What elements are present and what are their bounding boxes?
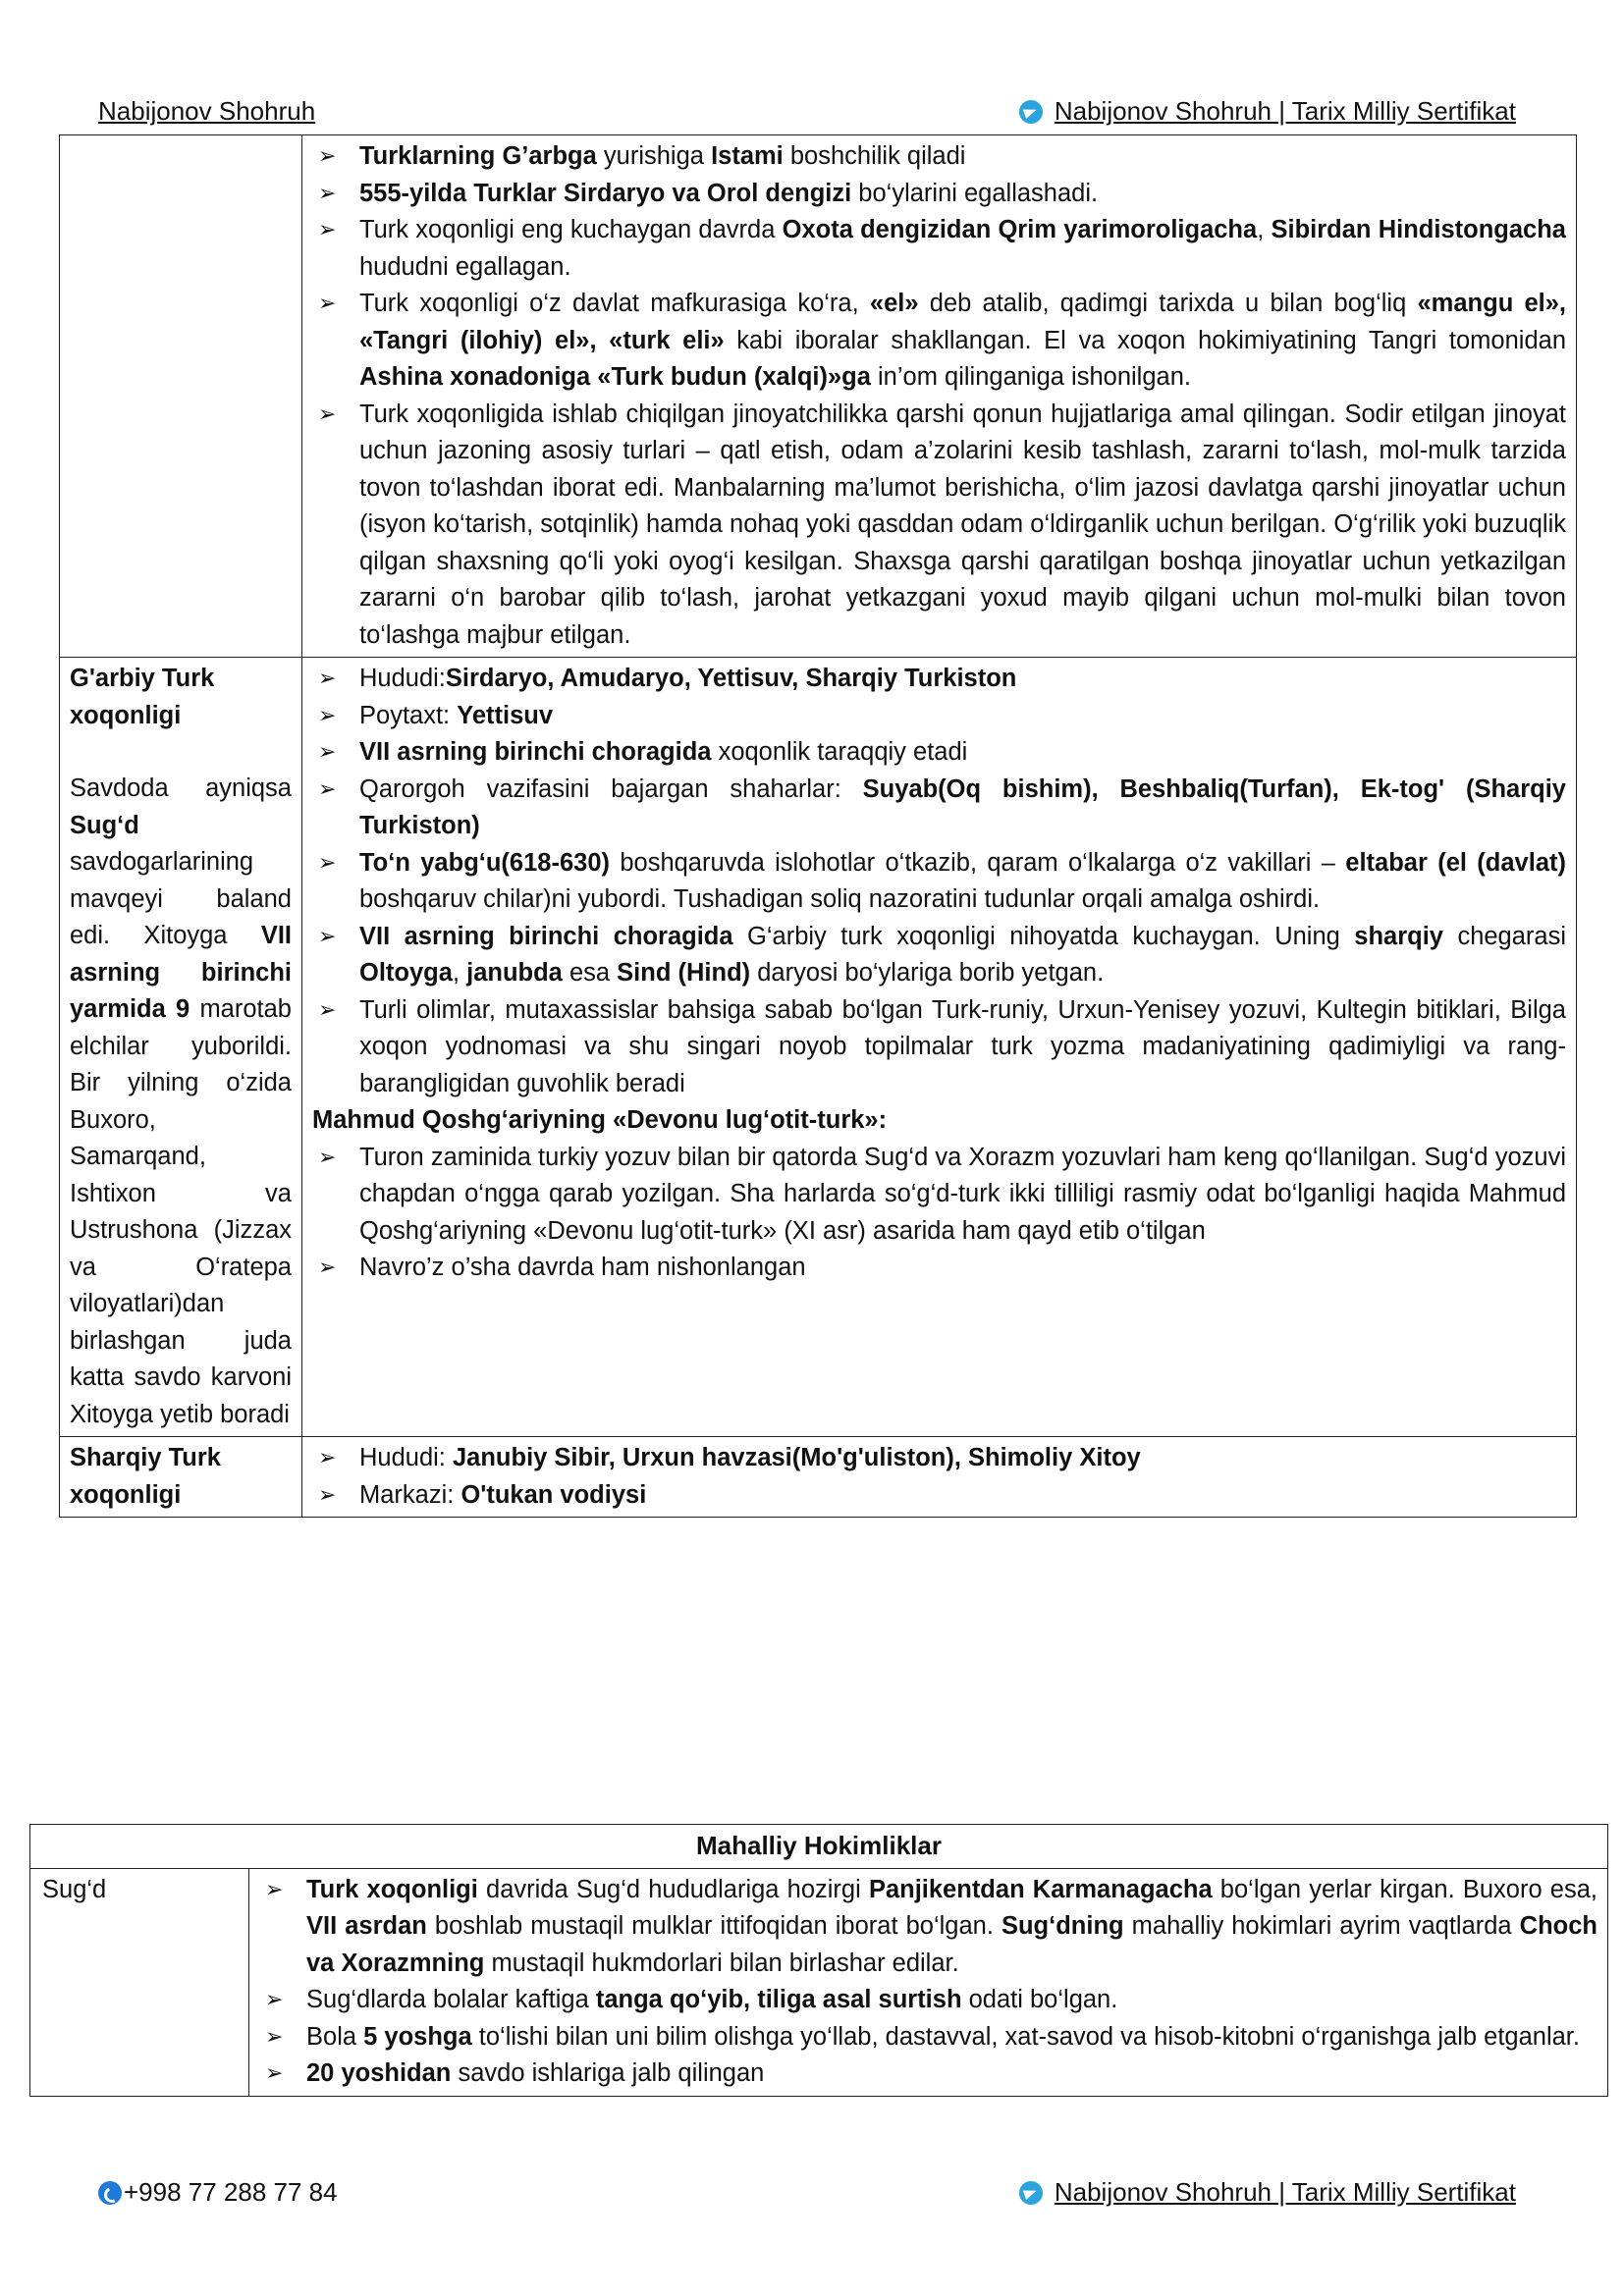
list-item	[312, 397, 1566, 655]
local-governments-table	[29, 1824, 1608, 2097]
text-run: marotab elchilar yuborildi. Bir yilning o‘zida Buxoro, Samarqand, Ishtixon va Ustrushona (Jizzax va O‘ratepa viloyatlari)dan birlashgan juda katta savdo karvoni Xitoyga yetib boradi	[70, 995, 292, 1428]
trade-note	[70, 771, 292, 1433]
text-run: esa	[562, 959, 618, 987]
text-run: Hududi:	[359, 665, 446, 692]
bold-text: Ashina xonadoniga «Turk budun (xalqi)»ga	[359, 363, 871, 391]
bold-text: sharqiy	[1354, 922, 1443, 950]
text-run: bo‘ylarini egallashadi.	[851, 179, 1099, 207]
list-item	[312, 661, 1566, 698]
text-run: chegarasi	[1443, 922, 1567, 950]
row-content-cell	[302, 1437, 1577, 1518]
text-run: to‘lishi bilan uni bilim olishga yo‘llab, dastavval, xat-savod va hisob-kitobni o‘rganishga jalb etganlar.	[471, 2022, 1580, 2051]
list-item	[259, 2019, 1597, 2056]
list-item	[312, 1477, 1566, 1515]
text-run: G‘arbiy turk xoqonligi nihoyatda kuchaygan. Uning	[732, 922, 1355, 950]
bold-text: VII asrning birinchi choragida	[359, 738, 712, 766]
telegram-icon	[1019, 100, 1043, 124]
header-author: Nabijonov Shohruh	[98, 96, 316, 126]
row-label-cell	[60, 658, 302, 1437]
text-run: Turk xoqonligida ishlab chiqilgan jinoyatchilikka qarshi qonun hujjatlariga amal qilingan. Sodir etilgan jinoyat uchun jazoning asosiy turlari – qatl etish, odam a’zolarini kesib tashlash, zararni to‘lash, mol-mulk tarzida tovon to‘lashdan iborat edi. Manbalarning ma’lumot berishicha, o‘lim jazosi davlatga qarshi jinoyatlar uchun (isyon ko‘tarish, sotqinlik) hamda nohaq yoki qasddan odam o‘ldirganlik uchun berilgan. O‘g‘rilik yoki buzuqlik qilgan shaxsning qo‘li yoki oyog‘i kesilgan. Shaxsga qarshi qaratilgan boshqa jinoyatlar uchun yetkazilgan zararni o‘n barobar qilib to‘lash, jarohat yetkazgani yoxud mayib qilgani uchun mol-mulki bilan tovon to‘lashga majbur etilgan.	[359, 400, 1566, 649]
list-item	[312, 138, 1566, 176]
footer-phone[interactable]	[98, 2177, 338, 2208]
bold-text: Turklarning G’arbga	[359, 142, 597, 170]
bold-text: janubda	[466, 959, 563, 987]
bold-text: Suyab(Oq bishim), Beshbaliq(Turfan), Ek-tog' (Sharqiy Turkiston)	[359, 774, 1566, 839]
bold-text: 5 yoshga	[363, 2022, 472, 2051]
bold-text: tanga qo‘yib, tiliga asal surtish	[595, 1986, 962, 2013]
row-content-cell	[302, 658, 1577, 1437]
text-run: mustaqil hukmdorlari bilan birlashar edilar.	[484, 1949, 959, 1977]
text-run: savdo ishlariga jalb qilingan	[451, 2059, 765, 2087]
bullet-list	[312, 1440, 1566, 1514]
bold-text: Janubiy Sibir, Urxun havzasi(Mo'g'uliston), Shimoliy Xitoy	[452, 1444, 1141, 1471]
list-item	[259, 2056, 1597, 2093]
list-item	[312, 1250, 1566, 1287]
text-run: mahalliy hokimlari ayrim vaqtlarda	[1123, 1912, 1520, 1940]
row-title-eastern-khaganate: Sharqiy Turk xoqonligi	[70, 1444, 221, 1509]
text-run: Poytaxt:	[359, 701, 458, 729]
text-run: Markazi:	[359, 1480, 461, 1509]
list-item	[312, 176, 1566, 213]
text-run: boshchilik qiladi	[783, 142, 966, 170]
list-item	[312, 1440, 1566, 1477]
list-item	[312, 212, 1566, 286]
list-item	[312, 734, 1566, 772]
text-run: Turk xoqonligi o‘z davlat mafkurasiga ko‘ra,	[359, 290, 870, 317]
bullet-list	[312, 1140, 1566, 1287]
row-label-cell: Sug‘d	[30, 1868, 249, 2096]
bold-text: 555-yilda Turklar Sirdaryo va Orol dengizi	[359, 179, 852, 207]
text-run: daryosi bo‘ylariga borib yetgan.	[750, 959, 1105, 987]
list-item	[312, 1140, 1566, 1251]
bold-text: Turk xoqonligi	[306, 1875, 478, 1903]
list-item	[312, 286, 1566, 397]
text-run: Savdoda ayniqsa	[70, 774, 292, 802]
list-item	[259, 1982, 1597, 2019]
list-item	[312, 919, 1566, 992]
list-item	[312, 992, 1566, 1103]
phone-icon	[98, 2181, 122, 2205]
bold-text: «el»	[869, 290, 919, 317]
row-title-western-khaganate: G'arbiy Turk xoqonligi	[70, 665, 215, 729]
text-run: savdogarlarining mavqeyi baland edi. Xitoyga	[70, 848, 292, 949]
bullet-list	[312, 138, 1566, 654]
text-run: yurishiga	[596, 142, 712, 170]
bullet-list	[259, 1872, 1597, 2093]
text-run: boshqaruvda islohotlar o‘tkazib, qaram o‘lkalarga o‘z vakillari –	[610, 848, 1346, 877]
page-header	[98, 96, 1526, 130]
bold-text: Sug‘d	[70, 811, 139, 839]
table-row	[60, 1437, 1577, 1518]
footer-channel-link[interactable]	[1019, 2177, 1516, 2208]
text-run: davrida Sug‘d hududlariga hozirgi	[477, 1875, 869, 1903]
telegram-icon	[1019, 2181, 1043, 2205]
bold-text: O'tukan vodiysi	[460, 1480, 647, 1509]
bold-text: 20 yoshidan	[306, 2059, 452, 2087]
text-run: deb atalib, qadimgi tarixda u bilan bog‘liq	[918, 290, 1418, 317]
bold-text: Sirdaryo, Amudaryo, Yettisuv, Sharqiy Turkiston	[445, 665, 1017, 692]
text-run: boshqaruv chilar)ni yubordi. Tushadigan soliq nazoratini tudunlar orqali amalga oshirdi.	[359, 885, 1321, 913]
text-run: Turli olimlar, mutaxassislar bahsiga sabab bo‘lgan Turk-runiy, Urxun-Yenisey yozuvi, Kultegin bitiklari, Bilga xoqon yodnomasi va shu singari noyob topilmalar turk yozma madaniyatining qadimiyligi va rang-barangligidan guvohlik beradi	[359, 995, 1566, 1097]
bold-text: Istami	[711, 142, 784, 170]
bold-text: Sind (Hind)	[617, 959, 751, 987]
section-subheading: Mahmud Qoshg‘ariyning «Devonu lug‘otit-turk»:	[312, 1106, 888, 1134]
text-run: Bola	[306, 2022, 364, 2051]
bold-text: Oltoyga	[359, 959, 453, 987]
row-label-cell	[60, 135, 302, 658]
table-header-row	[30, 1825, 1608, 1869]
page-footer	[98, 2177, 1526, 2211]
text-run: kabi iboralar shakllangan. El va xoqon hokimiyatining Tangri tomonidan	[724, 326, 1566, 354]
text-run: bo‘lgan yerlar kirgan. Buxoro esa,	[1212, 1875, 1597, 1903]
khaganate-table	[59, 134, 1577, 1518]
bold-text: eltabar (el (davlat)	[1345, 848, 1566, 877]
bold-text: To‘n yabg‘u(618-630)	[359, 848, 610, 877]
text-run: in’om qilinganiga ishonilgan.	[870, 363, 1191, 391]
bold-text: Oxota dengizidan Qrim yarimoroligacha	[782, 216, 1258, 243]
footer-channel-text: Nabijonov Shohruh | Tarix Milliy Sertifikat	[1054, 2177, 1516, 2207]
text-run: Navro’z o’sha davrda ham nishonlangan	[359, 1254, 806, 1281]
table-row	[60, 658, 1577, 1437]
bullet-list	[312, 661, 1566, 1102]
text-run: ,	[1257, 216, 1272, 243]
text-run: Turon zaminida turkiy yozuv bilan bir qatorda Sug‘d va Xorazm yozuvlari ham keng qo‘llanilgan. Sug‘d yozuvi chapdan o‘ngga qarab yozilgan. Sha harlarda so‘g‘d-turk ikki tilliligi rasmiy odat bo‘lganligi haqida Mahmud Qoshg‘ariyning «Devonu lug‘otit-turk» (XI asr) asarida ham qayd etib o‘tilgan	[359, 1143, 1566, 1245]
bold-text: Sibirdan Hindistongacha	[1271, 216, 1566, 243]
text-run: odati bo‘lgan.	[961, 1986, 1118, 2013]
footer-phone-text: +998 77 288 77 84	[124, 2177, 338, 2207]
bold-text: Sug‘dning	[1001, 1912, 1124, 1940]
text-run: Hududi:	[359, 1444, 453, 1471]
row-content-cell	[249, 1868, 1608, 2096]
table-title: Mahalliy Hokimliklar	[30, 1825, 1608, 1869]
text-run: boshlab mustaqil mulklar ittifoqidan iborat bo‘lgan.	[426, 1912, 1001, 1940]
text-run: Qarorgoh vazifasini bajargan shaharlar:	[359, 774, 863, 803]
row-content-cell	[302, 135, 1577, 658]
list-item	[312, 698, 1566, 735]
table-row	[60, 135, 1577, 658]
header-channel-link[interactable]	[1019, 96, 1516, 127]
list-item	[312, 845, 1566, 919]
text-run: ,	[452, 959, 467, 987]
bold-text: Choch va Xorazmning	[306, 1912, 1597, 1977]
row-label-cell	[60, 1437, 302, 1518]
list-item	[259, 1872, 1597, 1983]
bold-text: VII asrning birinchi yarmida 9	[70, 922, 292, 1023]
bold-text: Panjikentdan Karmanagacha	[868, 1875, 1213, 1903]
bold-text: VII asrning birinchi choragida	[359, 922, 733, 950]
bold-text: VII asrdan	[306, 1912, 427, 1940]
list-item	[312, 772, 1566, 845]
header-channel-text: Nabijonov Shohruh | Tarix Milliy Sertifikat	[1054, 96, 1516, 126]
text-run: Turk xoqonligi eng kuchaygan davrda	[359, 216, 783, 243]
text-run: Sug‘dlarda bolalar kaftiga	[306, 1986, 596, 2013]
text-run: xoqonlik taraqqiy etadi	[711, 738, 968, 766]
text-run: hududni egallagan.	[359, 252, 571, 281]
bold-text: Yettisuv	[457, 701, 554, 729]
table-row	[30, 1868, 1608, 2096]
bold-text: «mangu el», «Tangri (ilohiy) el», «turk eli»	[359, 290, 1567, 354]
